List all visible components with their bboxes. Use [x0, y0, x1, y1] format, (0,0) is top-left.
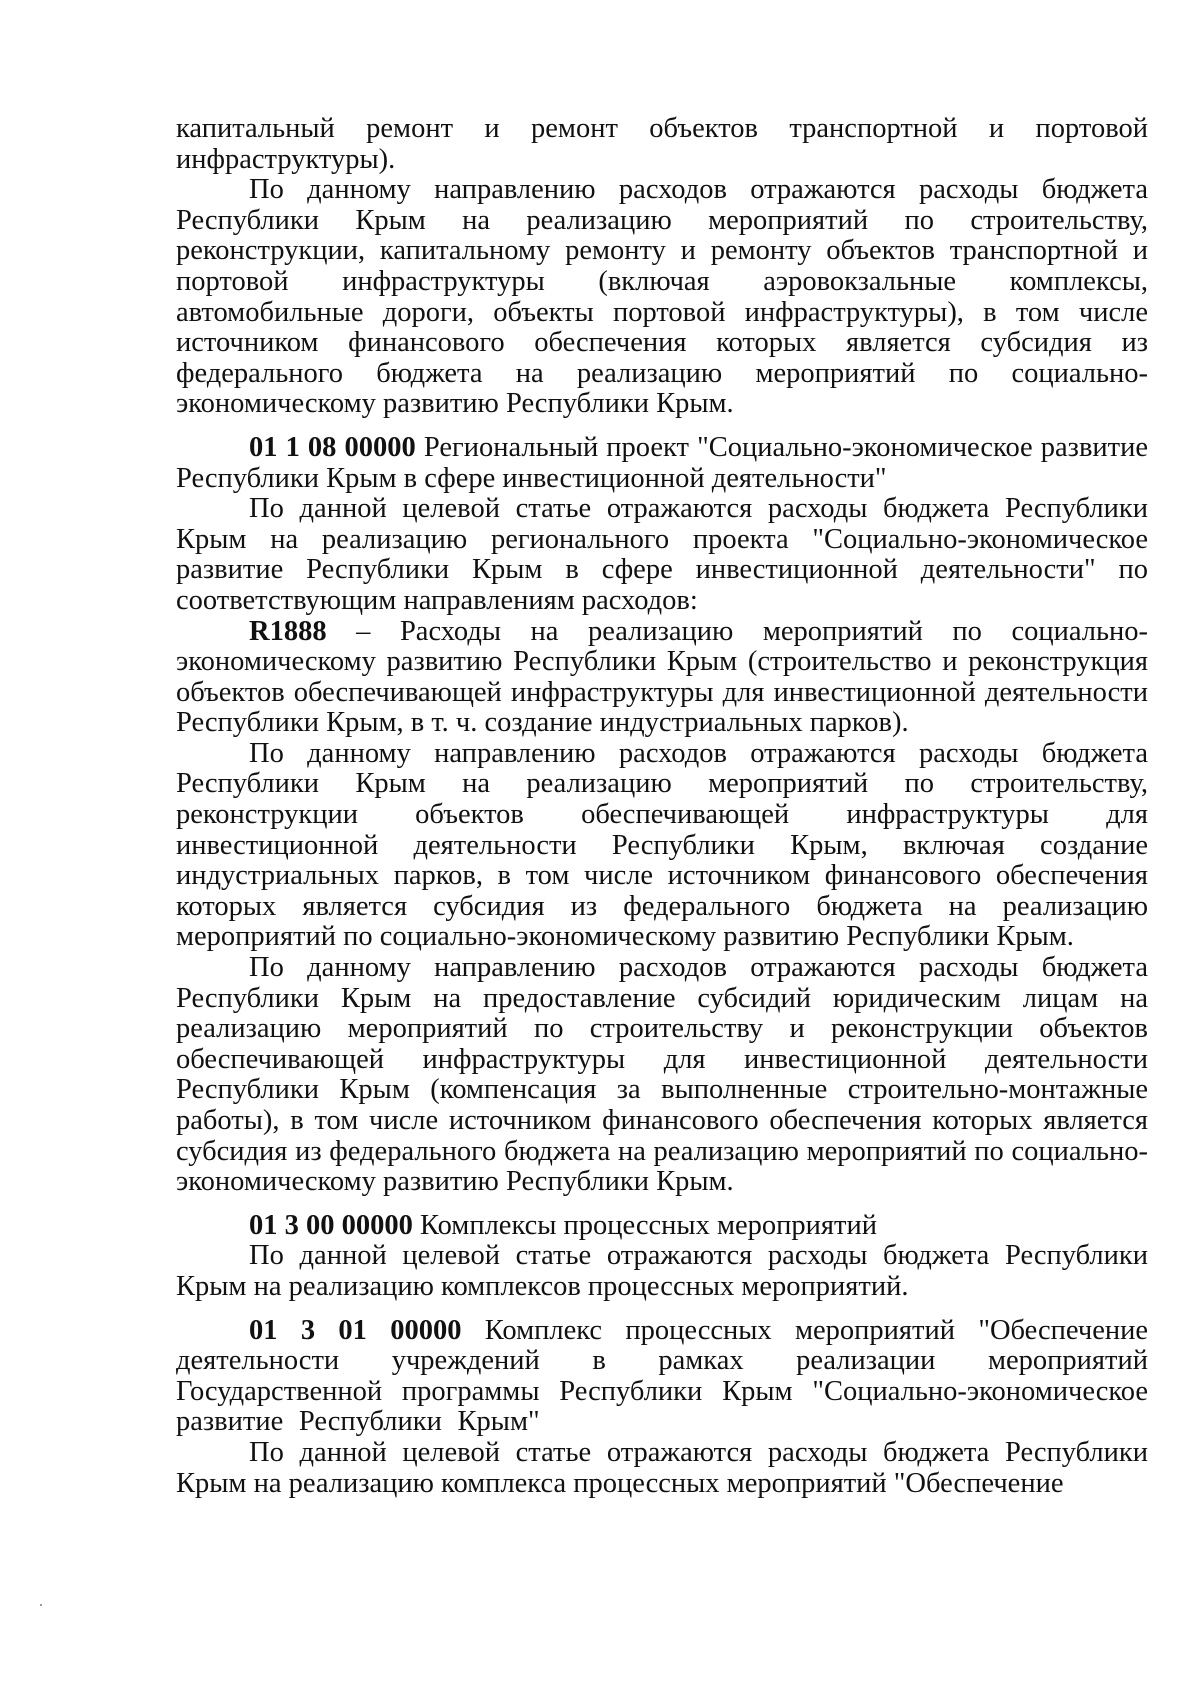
section-heading-text: Комплексы процессных мероприятий — [420, 1209, 877, 1241]
budget-code: 01 3 01 00000 — [249, 1314, 462, 1346]
section-heading-text: Региональный проект "Социально-экономическое развитие Республики Крым в сфере инвестиционной деятельности" — [176, 431, 1149, 494]
paragraph-target-article — [176, 494, 1148, 616]
budget-code: 01 1 08 00000 — [249, 431, 416, 463]
section-heading-process-complexes — [176, 1211, 1148, 1242]
paragraph-target-article — [176, 1241, 1148, 1302]
paragraph-text: По данной целевой статье отражаются расходы бюджета Республики Крым на реализацию комплексов процессных мероприятий. — [176, 1240, 1148, 1302]
paragraph-expense-direction — [176, 953, 1148, 1198]
scan-artifact — [40, 1604, 42, 1606]
section-heading-text: Комплекс процессных мероприятий "Обеспечение деятельности учреждений в рамках реализации мероприятий Государственной программы Республики Крым "Социально-экономическое развитие Республики Крым" — [176, 1314, 1148, 1438]
paragraph-expense-direction — [176, 175, 1148, 420]
paragraph-text: По данному направлению расходов отражаются расходы бюджета Республики Крым на предоставление субсидий юридическим лицам на реализацию мероприятий по строительству и реконструкции объектов обеспечивающей инфраструктуры для инвестиционной деятельности Республики Крым (компенсация за выполненные строительно-монтажные работы), в том числе источником финансового обеспечения которых является субсидия из федерального бюджета на реализацию мероприятий по социально-экономическому развитию Республики Крым. — [176, 952, 1148, 1198]
document-page — [176, 114, 1148, 1499]
paragraph-continuation — [176, 114, 1148, 175]
paragraph-target-article — [176, 1438, 1148, 1499]
paragraph-text: По данной целевой статье отражаются расходы бюджета Республики Крым на реализацию регионального проекта "Социально-экономическое развитие Республики Крым в сфере инвестиционной деятельности" по соответствующим направлениям расходов: — [176, 493, 1148, 616]
section-heading-process-complex — [176, 1316, 1148, 1438]
paragraph-text: По данному направлению расходов отражаются расходы бюджета Республики Крым на реализацию мероприятий по строительству, реконструкции, капитальному ремонту и ремонту объектов транспортной и портовой инфраструктуры (включая аэровокзальные комплексы, автомобильные дороги, объекты портовой инфраструктуры), в том числе источником финансового обеспечения которых является субсидия из федерального бюджета на реализацию мероприятий по социально-экономическому развитию Республики Крым. — [176, 174, 1148, 420]
section-heading-regional-project — [176, 433, 1148, 494]
expense-code: R1888 — [249, 615, 327, 647]
budget-code: 01 3 00 00000 — [249, 1209, 413, 1241]
paragraph-text: капитальный ремонт и ремонт объектов транспортной и портовой инфраструктуры). — [176, 113, 1148, 175]
paragraph-text: По данному направлению расходов отражаются расходы бюджета Республики Крым на реализацию мероприятий по строительству, реконструкции объектов обеспечивающей инфраструктуры для инвестиционной деятельности Республики Крым, включая создание индустриальных парков, в том числе источником финансового обеспечения которых является субсидия из федерального бюджета на реализацию мероприятий по социально-экономическому развитию Республики Крым. — [176, 737, 1148, 953]
paragraph-expense-direction — [176, 739, 1148, 953]
paragraph-text: – Расходы на реализацию мероприятий по социально-экономическому развитию Республики Крым (строительство и реконструкция объектов обеспечивающей инфраструктуры для инвестиционной деятельности Республики Крым, в т. ч. создание индустриальных парков). — [176, 615, 1148, 739]
paragraph-text: По данной целевой статье отражаются расходы бюджета Республики Крым на реализацию комплекса процессных мероприятий "Обеспечение — [176, 1436, 1148, 1499]
paragraph-expense-code — [176, 617, 1148, 739]
